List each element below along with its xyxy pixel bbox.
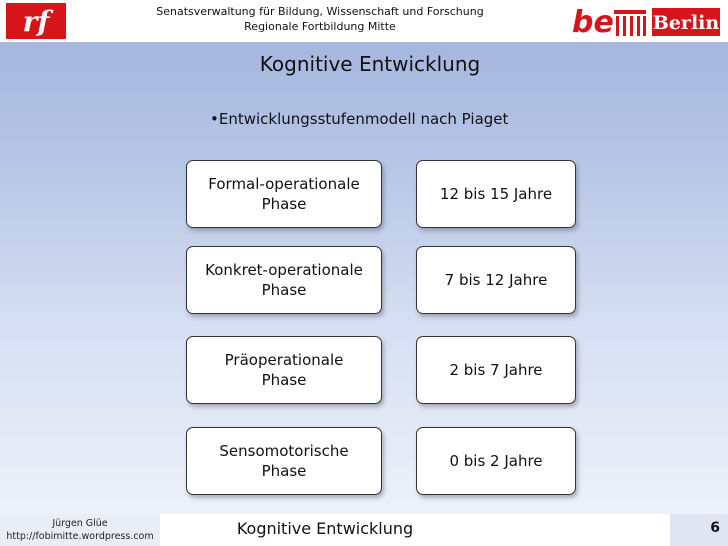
footer-url[interactable]: http://fobimitte.wordpress.com [6,531,154,542]
phase-label: Sensomotorische [219,442,349,460]
berlin-logo-text: Berlin [652,12,720,34]
age-box-12-15 [416,160,576,228]
header-bar [0,0,728,42]
berlin-logo [570,2,722,40]
phase-label-suffix: Phase [261,371,307,389]
phase-label: Formal-operationale [208,175,360,193]
age-label: 12 bis 15 Jahre [439,185,553,203]
age-box-7-12 [416,246,576,314]
age-label: 0 bis 2 Jahre [449,452,543,470]
header-line-2: Regionale Fortbildung Mitte [244,20,396,33]
phase-box-preoperational [186,336,382,404]
header-text [140,4,500,34]
age-box-2-7 [416,336,576,404]
phase-label-suffix: Phase [261,195,307,213]
slide-title: Kognitive Entwicklung [259,52,481,76]
phase-label-suffix: Phase [261,281,307,299]
brandenburg-gate-icon [614,10,646,36]
phase-label: Konkret-operationale [205,261,363,279]
phase-box-concrete-operational [186,246,382,314]
rf-logo-text: rf [22,5,50,38]
phase-box-formal-operational [186,160,382,228]
phase-label-suffix: Phase [261,462,307,480]
phase-label: Präoperationale [224,351,344,369]
footer-author-block [0,514,160,546]
footer-author: Jürgen Glüe [52,518,108,529]
rf-logo [6,3,66,39]
phase-box-sensorimotor [186,427,382,495]
header-line-1: Senatsverwaltung für Bildung, Wissenschaft und Forschung [156,5,484,18]
page-number: 6 [670,514,728,546]
be-logo-text: be [572,5,614,40]
bullet-text: •Entwicklungsstufenmodell nach Piaget [210,110,509,128]
age-label: 2 bis 7 Jahre [449,361,543,379]
age-box-0-2 [416,427,576,495]
footer-title: Kognitive Entwicklung [236,519,414,538]
age-label: 7 bis 12 Jahre [444,271,548,289]
